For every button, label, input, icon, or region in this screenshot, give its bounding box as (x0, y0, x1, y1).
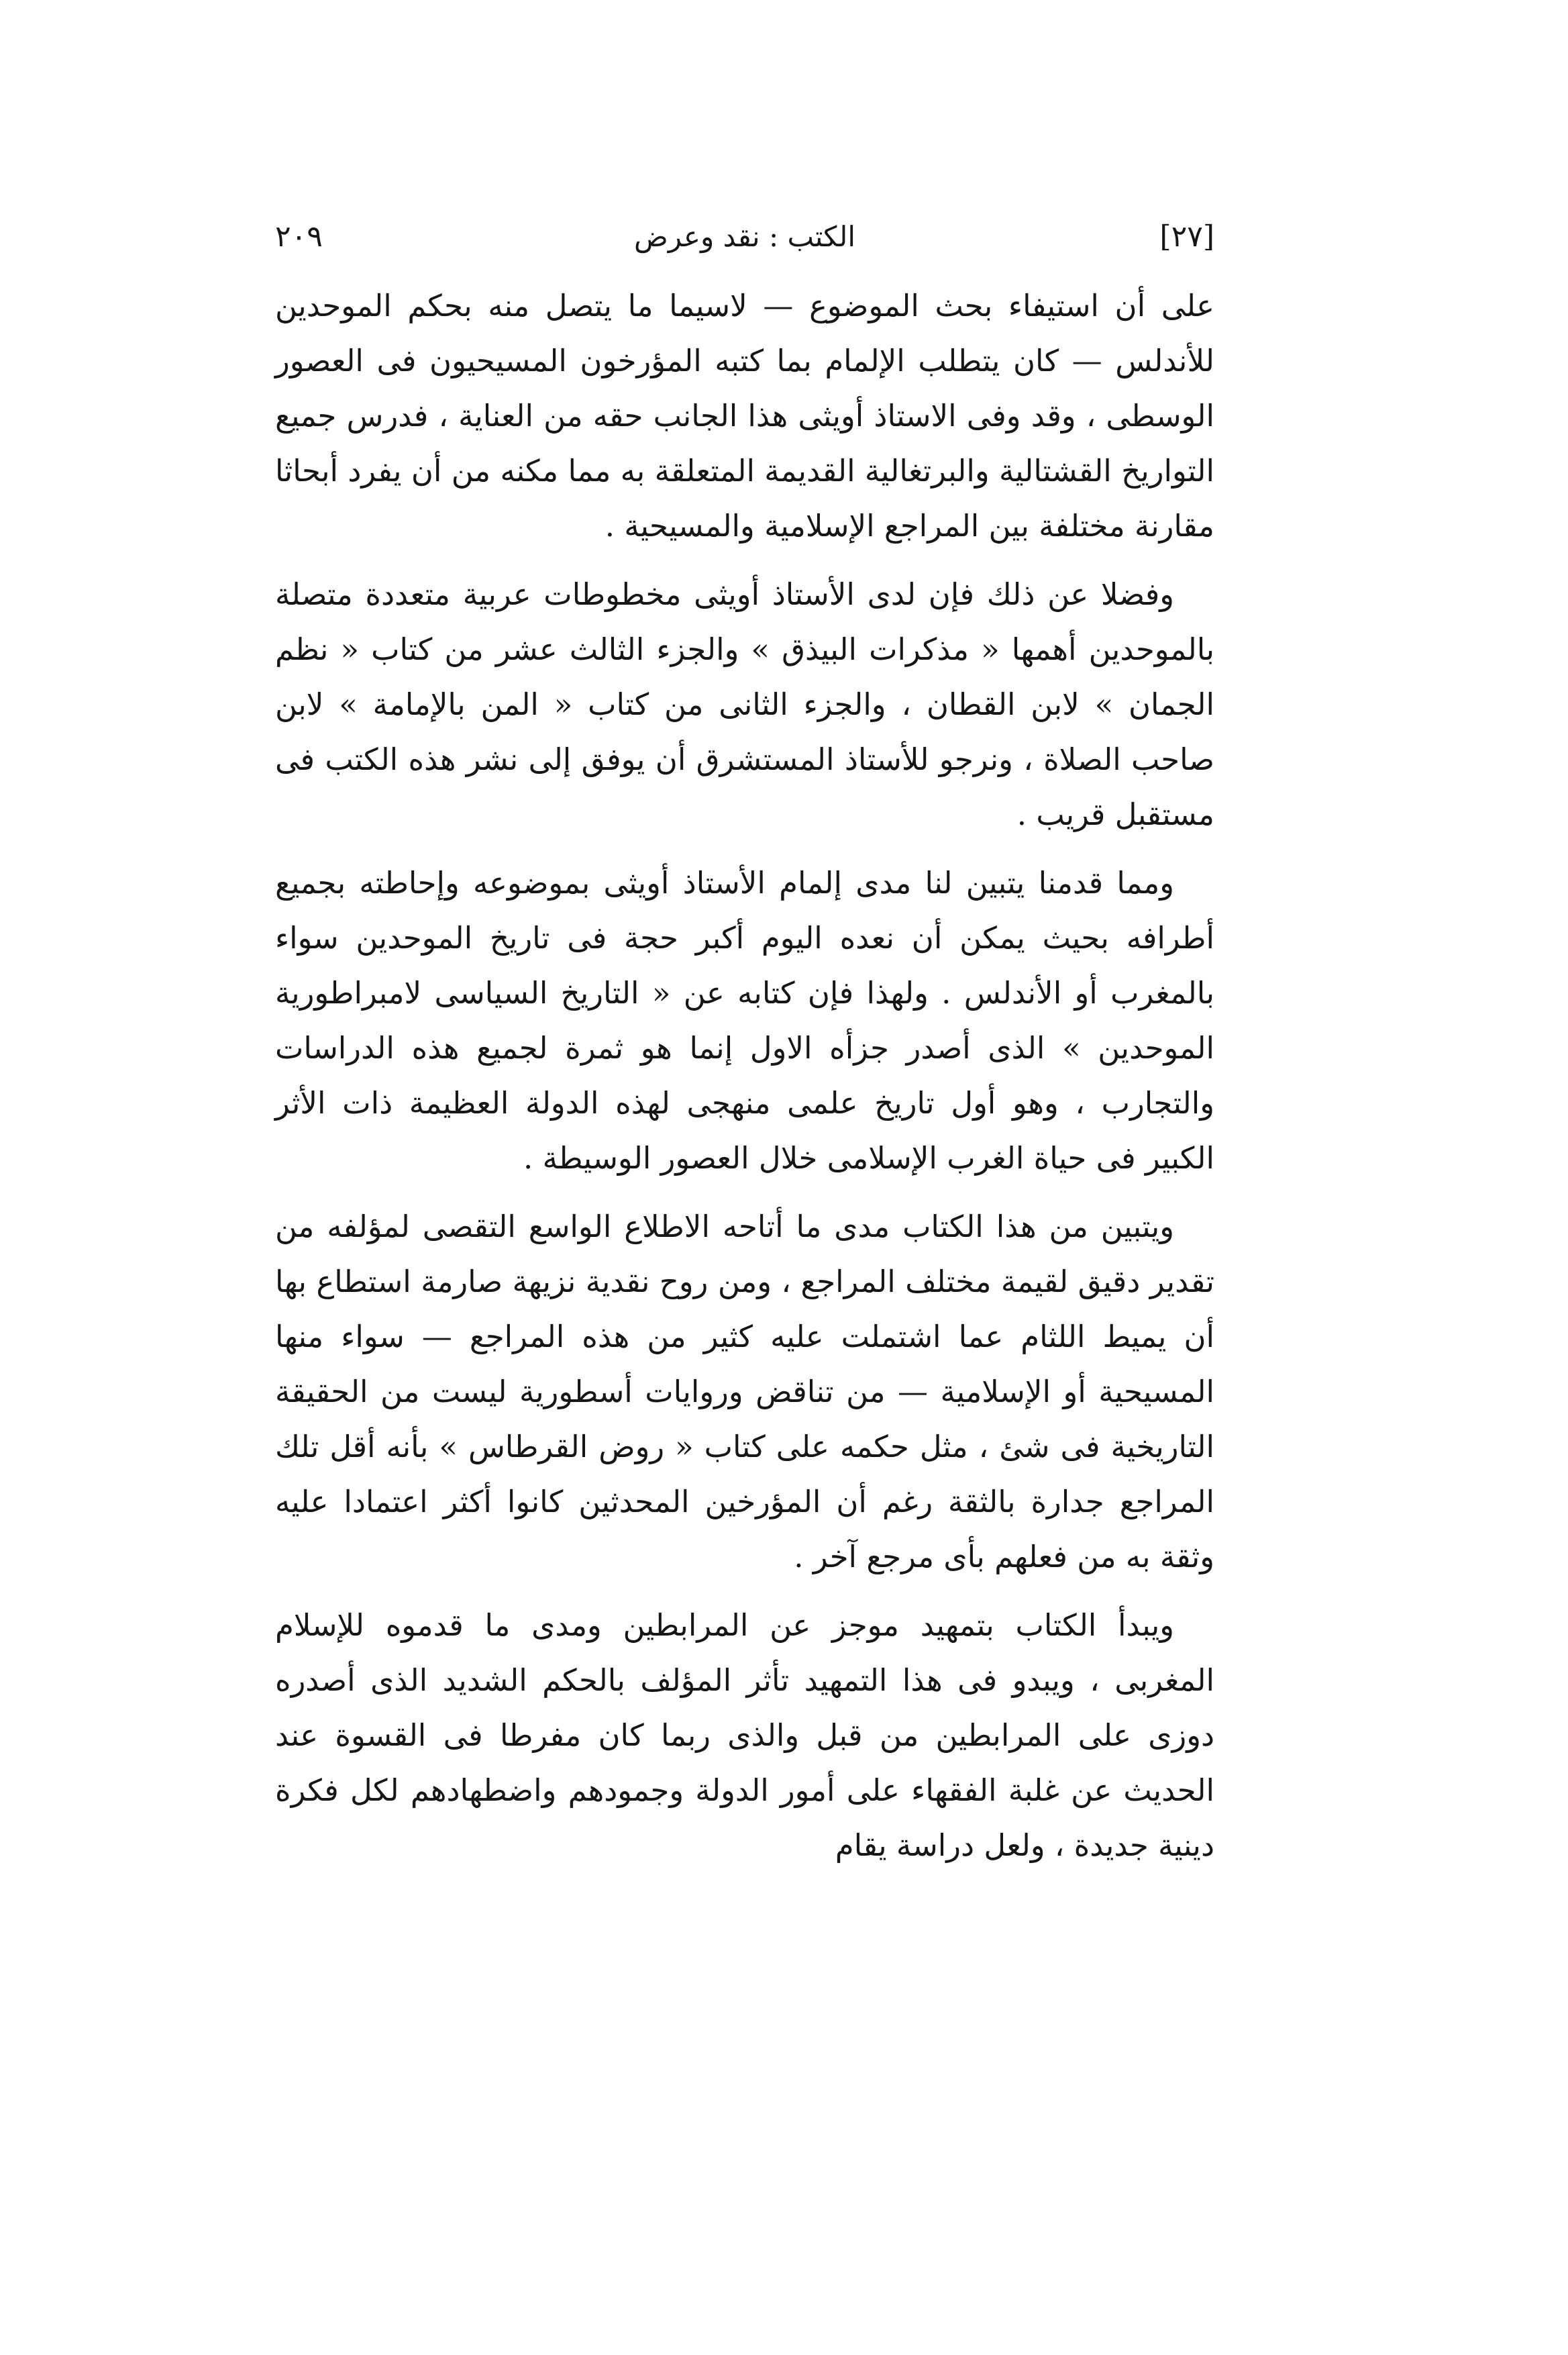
body-text (275, 279, 1214, 1887)
paragraph: على أن استيفاء بحث الموضوع — لاسيما ما يتصل منه بحكم الموحدين للأندلس — كان يتطلب الإلمام بما كتبه المؤرخون المسيحيون فى العصور الوسطى ، وقد وفى الاستاذ أويثى هذا الجانب حقه من العناية ، فدرس جميع التواريخ القشتالية والبرتغالية القديمة المتعلقة به مما مكنه من أن يفرد أبحاثا مقارنة مختلفة بين المراجع الإسلامية والمسيحية . (275, 288, 1214, 544)
paragraph: ويتبين من هذا الكتاب مدى ما أتاحه الاطلاع الواسع التقصى لمؤلفه من تقدير دقيق لقيمة مختلف المراجع ، ومن روح نقدية نزيهة صارمة استطاع بها أن يميط اللثام عما اشتملت عليه كثير من هذه المراجع — سواء منها المسيحية أو الإسلامية — من تناقض وروايات أسطورية ليست من الحقيقة التاريخية فى شئ ، مثل حكمه على كتاب « روض القرطاس » بأنه أقل تلك المراجع جدارة بالثقة رغم أن المؤرخين المحدثين كانوا أكثر اعتمادا عليه وثقة به من فعلهم بأى مرجع آخر . (275, 1209, 1214, 1574)
running-title: الكتب : نقد وعرض (633, 220, 856, 253)
paragraph: ومما قدمنا يتبين لنا مدى إلمام الأستاذ أويثى بموضوعه وإحاطته بجميع أطرافه بحيث يمكن أن نعده اليوم أكبر حجة فى تاريخ الموحدين سواء بالمغرب أو الأندلس . ولهذا فإن كتابه عن « التاريخ السياسى لامبراطورية الموحدين » الذى أصدر جزأه الاول إنما هو ثمرة لجميع هذه الدراسات والتجارب ، وهو أول تاريخ علمى منهجى لهذه الدولة العظيمة ذات الأثر الكبير فى حياة الغرب الإسلامى خلال العصور الوسيطة . (275, 865, 1215, 1176)
section-number: [٢٧] (1159, 219, 1214, 254)
page-header (275, 213, 1214, 260)
paragraph: ويبدأ الكتاب بتمهيد موجز عن المرابطين ومدى ما قدموه للإسلام المغربى ، ويبدو فى هذا التمهيد تأثر المؤلف بالحكم الشديد الذى أصدره دوزى على المرابطين من قبل والذى ربما كان مفرطا فى القسوة عند الحديث عن غلبة الفقهاء على أمور الدولة وجمودهم واضطهادهم لكل فكرة دينية جديدة ، ولعل دراسة يقام (275, 1607, 1214, 1863)
page-number: ٢٠٩ (275, 219, 323, 254)
paragraph: وفضلا عن ذلك فإن لدى الأستاذ أويثى مخطوطات عربية متعددة متصلة بالموحدين أهمها « مذكرات البيذق » والجزء الثالث عشر من كتاب « نظم الجمان » لابن القطان ، والجزء الثانى من كتاب « المن بالإمامة » لابن صاحب الصلاة ، ونرجو للأستاذ المستشرق أن يوفق إلى نشر هذه الكتب فى مستقبل قريب . (275, 577, 1214, 832)
